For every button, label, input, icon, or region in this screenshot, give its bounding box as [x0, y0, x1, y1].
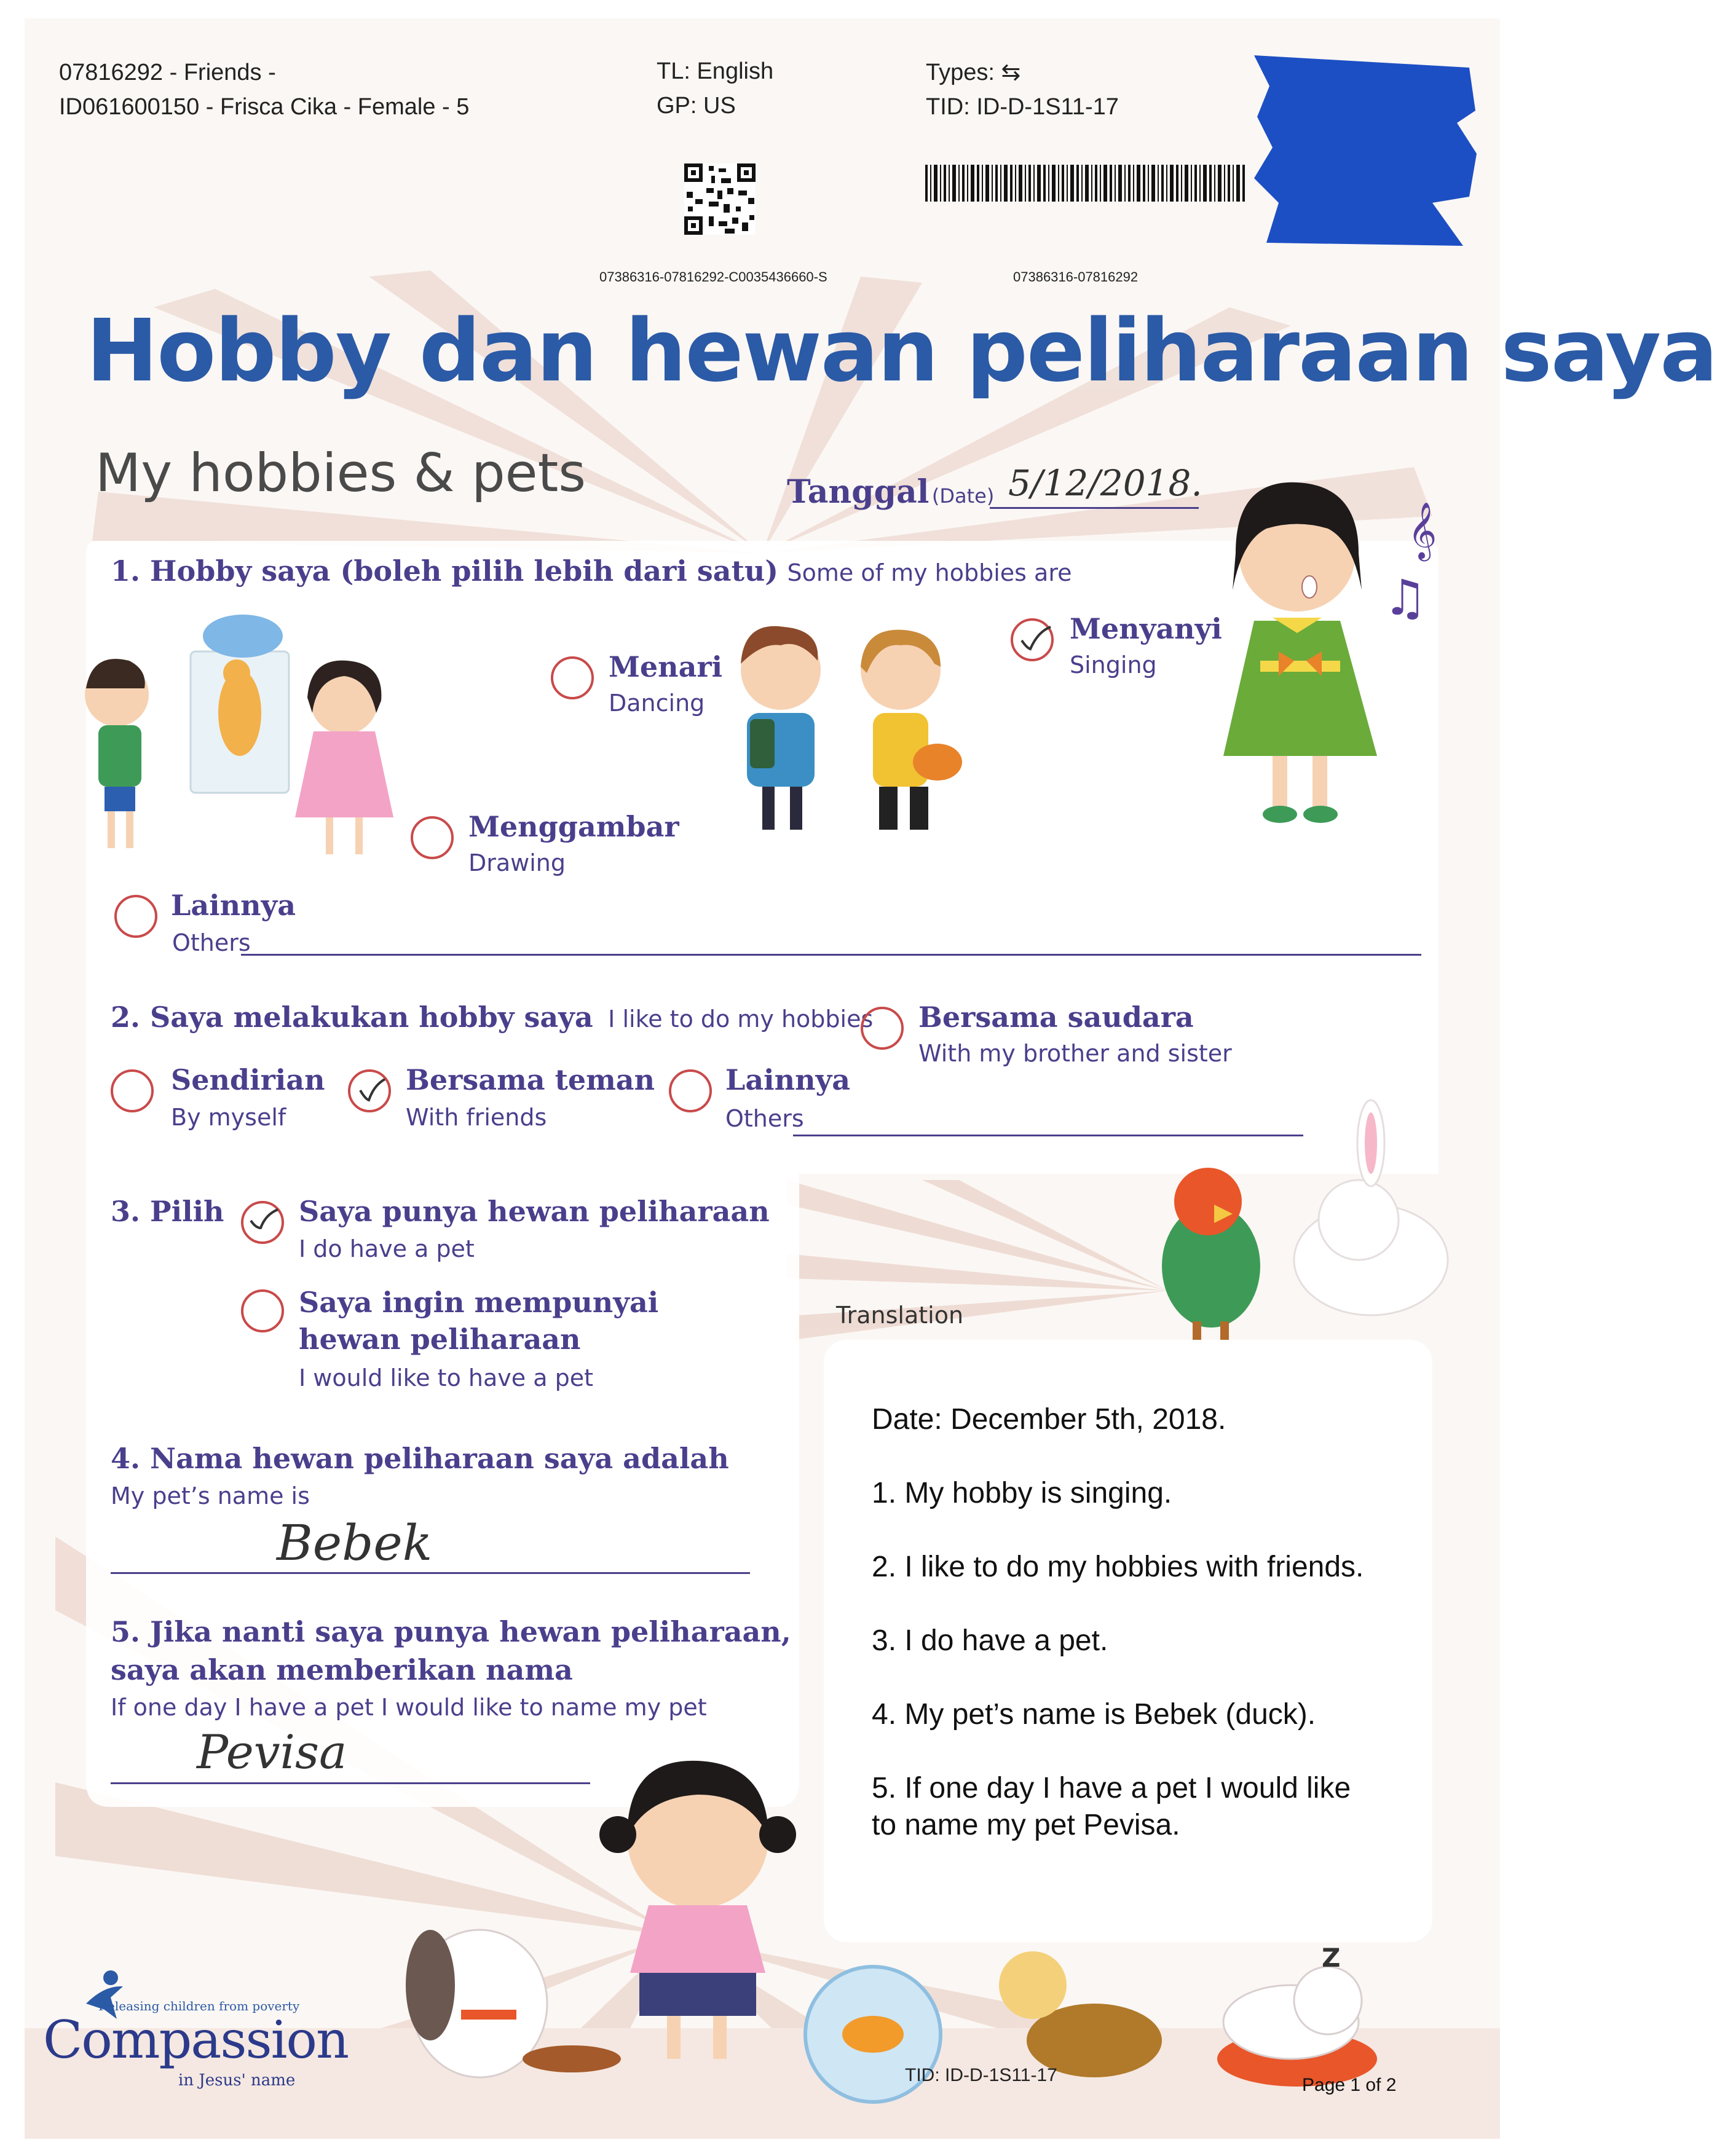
- check-mark-icon: [357, 1077, 387, 1105]
- logo-sub: in Jesus' name: [178, 2071, 296, 2090]
- bersama-saudara-checkbox[interactable]: [861, 1007, 904, 1050]
- svg-text:𝄞: 𝄞: [1408, 502, 1437, 559]
- child-info-line1: 07816292 - Friends -: [59, 60, 276, 85]
- bersama-teman-label: Bersama teman: [406, 1063, 655, 1096]
- have-pet-label: Saya punya hewan peliharaan: [299, 1195, 770, 1228]
- menggambar-label: Menggambar: [468, 810, 679, 843]
- translation-line-1: 1. My hobby is singing.: [872, 1477, 1172, 1509]
- translation-line-3: 3. I do have a pet.: [872, 1624, 1108, 1657]
- date-line: [990, 507, 1199, 509]
- code-left: 07386316-07816292-C0035436660-S: [599, 269, 827, 285]
- logo-tagline: Releasing children from poverty: [98, 1999, 300, 2013]
- q3-label: 3. Pilih: [111, 1195, 224, 1228]
- qr-code: [684, 163, 756, 235]
- type-info: [926, 55, 1119, 124]
- q5-label-line2: saya akan memberikan nama: [111, 1653, 573, 1686]
- translation-line-5b: to name my pet Pevisa.: [872, 1809, 1180, 1841]
- bersama-saudara-sub: With my brother and sister: [918, 1040, 1232, 1067]
- q2-lainnya-label: Lainnya: [725, 1063, 851, 1096]
- sendirian-checkbox[interactable]: [111, 1069, 154, 1112]
- q2-lainnya-checkbox[interactable]: [669, 1069, 712, 1112]
- language-info: [657, 54, 773, 123]
- check-mark-icon: [247, 1206, 280, 1234]
- page-title: Hobby dan hewan peliharaan saya: [86, 301, 1717, 401]
- q2-label-en: I like to do my hobbies: [608, 1005, 874, 1033]
- types-label: Types: ⇆: [926, 60, 1021, 85]
- q2-lainnya-sub: Others: [725, 1105, 804, 1132]
- translation-label: Translation: [836, 1302, 964, 1329]
- q2-others-line[interactable]: [793, 1135, 1303, 1136]
- q2-label-row: [111, 1001, 873, 1034]
- check-mark-icon: [1017, 624, 1054, 655]
- bersama-saudara-label: Bersama saudara: [918, 1001, 1194, 1034]
- date-label: Tanggal: [787, 473, 930, 511]
- tl-label: TL: English: [657, 58, 774, 84]
- menyanyi-label: Menyanyi: [1070, 612, 1222, 645]
- q1-label-en: Some of my hobbies are: [787, 559, 1072, 586]
- child-info-line2: ID061600150 - Frisca Cika - Female - 5: [59, 94, 470, 120]
- bersama-teman-sub: With friends: [406, 1104, 547, 1131]
- logo-name: Compassion: [43, 2010, 349, 2070]
- svg-text:♫: ♫: [1383, 569, 1427, 626]
- future-pet-name-line[interactable]: [111, 1782, 590, 1784]
- translation-line-4: 4. My pet’s name is Bebek (duck).: [872, 1698, 1316, 1731]
- lainnya-label: Lainnya: [171, 889, 296, 922]
- svg-text:Z: Z: [1322, 1943, 1341, 1973]
- want-pet-sub: I would like to have a pet: [299, 1364, 593, 1391]
- q1-label: 1. Hobby saya (boleh pilih lebih dari satu): [111, 554, 779, 588]
- gp-label: GP: US: [657, 93, 736, 119]
- child-info: [59, 55, 469, 124]
- code-right: 07386316-07816292: [1013, 269, 1139, 285]
- barcode: [925, 165, 1245, 202]
- want-pet-label-line2: hewan peliharaan: [299, 1323, 581, 1356]
- sendirian-sub: By myself: [171, 1104, 286, 1131]
- others-line[interactable]: [241, 954, 1421, 956]
- translation-line-2: 2. I like to do my hobbies with friends.: [872, 1551, 1364, 1583]
- menari-checkbox[interactable]: [551, 656, 594, 699]
- date-field: [787, 473, 994, 511]
- want-pet-checkbox[interactable]: [241, 1289, 284, 1332]
- translation-box: [872, 1401, 1413, 1844]
- q5-label-line1: 5. Jika nanti saya punya hewan peliharaan,: [111, 1615, 791, 1648]
- menari-label: Menari: [609, 650, 723, 683]
- pet-name-line[interactable]: [111, 1572, 750, 1574]
- page-subtitle: My hobbies & pets: [95, 443, 586, 504]
- q1-label-row: [111, 554, 1072, 588]
- translation-date: Date: December 5th, 2018.: [872, 1403, 1226, 1436]
- menggambar-checkbox[interactable]: [411, 816, 454, 859]
- menyanyi-sub: Singing: [1070, 651, 1157, 679]
- date-value: 5/12/2018.: [1008, 462, 1202, 504]
- footer-tid: TID: ID-D-1S11-17: [905, 2065, 1057, 2085]
- have-pet-sub: I do have a pet: [299, 1235, 475, 1262]
- menggambar-sub: Drawing: [468, 849, 566, 876]
- tid-label: TID: ID-D-1S11-17: [926, 94, 1119, 120]
- lainnya-checkbox[interactable]: [114, 895, 157, 938]
- menari-sub: Dancing: [609, 690, 705, 717]
- q2-label: 2. Saya melakukan hobby saya: [111, 1001, 593, 1034]
- lainnya-sub: Others: [172, 929, 251, 956]
- q4-label-en: My pet’s name is: [111, 1482, 310, 1509]
- want-pet-label-line1: Saya ingin mempunyai: [299, 1286, 659, 1319]
- date-label-en: (Date): [931, 484, 995, 508]
- q4-label: 4. Nama hewan peliharaan saya adalah: [111, 1442, 729, 1475]
- pet-name-answer: Bebek: [277, 1514, 433, 1572]
- q5-label-en: If one day I have a pet I would like to name my pet: [111, 1694, 707, 1721]
- sendirian-label: Sendirian: [171, 1063, 325, 1096]
- translation-line-5a: 5. If one day I have a pet I would like: [872, 1772, 1351, 1804]
- redaction-mark: [1248, 43, 1482, 258]
- page-number: Page 1 of 2: [1302, 2075, 1397, 2095]
- future-pet-name-answer: Pevisa: [197, 1725, 347, 1779]
